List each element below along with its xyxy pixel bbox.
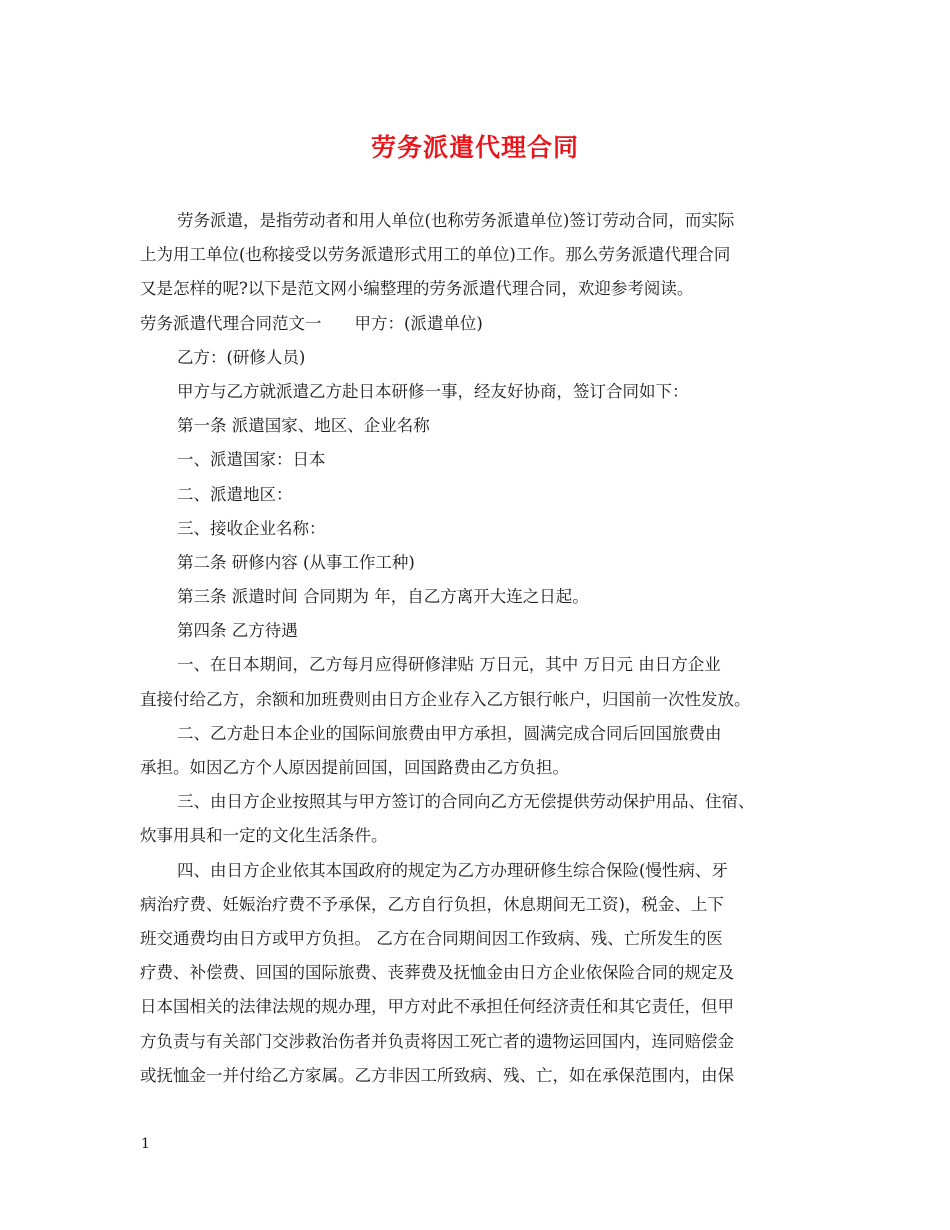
body-line: 第三条 派遣时间 合同期为 年，自乙方离开大连之日起。 <box>177 587 589 607</box>
document-title: 劳务派遣代理合同 <box>370 133 579 162</box>
body-line: 一、派遣国家：日本 <box>177 450 326 470</box>
body-line: 又是怎样的呢?以下是范文网小编整理的劳务派遣代理合同，欢迎参考阅读。 <box>140 279 694 299</box>
body-line: 四、由日方企业依其本国政府的规定为乙方办理研修生综合保险(慢性病、牙 <box>177 860 728 880</box>
page-number: 1 <box>141 1136 150 1152</box>
body-line: 病治疗费、妊娠治疗费不予承保，乙方自行负担，休息期间无工资)，税金、上下 <box>140 894 724 914</box>
body-line: 三、接收企业名称： <box>177 518 326 538</box>
document-body <box>140 204 824 1093</box>
body-line: 劳务派遣代理合同范文一 甲方：(派遣单位) <box>140 313 483 333</box>
body-line: 二、派遣地区： <box>177 484 293 504</box>
body-line: 直接付给乙方，余额和加班费则由日方企业存入乙方银行帐户，归国前一次性发放。 <box>140 689 751 709</box>
body-line: 三、由日方企业按照其与甲方签订的合同向乙方无偿提供劳动保护用品、住宿、 <box>177 792 755 812</box>
body-line: 方负责与有关部门交涉救治伤者并负责将因工死亡者的遗物运回国内，连同赔偿金 <box>140 1031 734 1051</box>
body-line: 第四条 乙方待遇 <box>177 621 298 641</box>
body-line: 甲方与乙方就派遣乙方赴日本研修一事，经友好协商，签订合同如下： <box>177 381 689 401</box>
body-line: 或抚恤金一并付给乙方家属。乙方非因工所致病、残、亡，如在承保范围内，由保 <box>140 1065 734 1085</box>
body-line: 一、在日本期间，乙方每月应得研修津贴 万日元，其中 万日元 由日方企业 <box>177 655 721 675</box>
body-line: 乙方：(研修人员) <box>177 347 306 367</box>
body-line: 二、乙方赴日本企业的国际间旅费由甲方承担，圆满完成合同后回国旅费由 <box>177 723 722 743</box>
body-line: 上为用工单位(也称接受以劳务派遣形式用工的单位)工作。那么劳务派遣代理合同 <box>140 245 731 265</box>
body-line: 日本国相关的法律法规的规办理，甲方对此不承担任何经济责任和其它责任，但甲 <box>140 997 734 1017</box>
body-line: 第二条 研修内容 (从事工作工种) <box>177 552 415 572</box>
body-line: 疗费、补偿费、回国的国际旅费、丧葬费及抚恤金由日方企业依保险合同的规定及 <box>140 963 734 983</box>
body-line: 班交通费均由日方或甲方负担。 乙方在合同期间因工作致病、残、亡所发生的医 <box>140 928 723 948</box>
body-line: 炊事用具和一定的文化生活条件。 <box>140 826 388 846</box>
body-line: 承担。如因乙方个人原因提前回国，回国路费由乙方负担。 <box>140 758 569 777</box>
body-line: 劳务派遣，是指劳动者和用人单位(也称劳务派遣单位)签订劳动合同，而实际 <box>177 211 735 230</box>
body-line: 第一条 派遣国家、地区、企业名称 <box>177 416 430 436</box>
